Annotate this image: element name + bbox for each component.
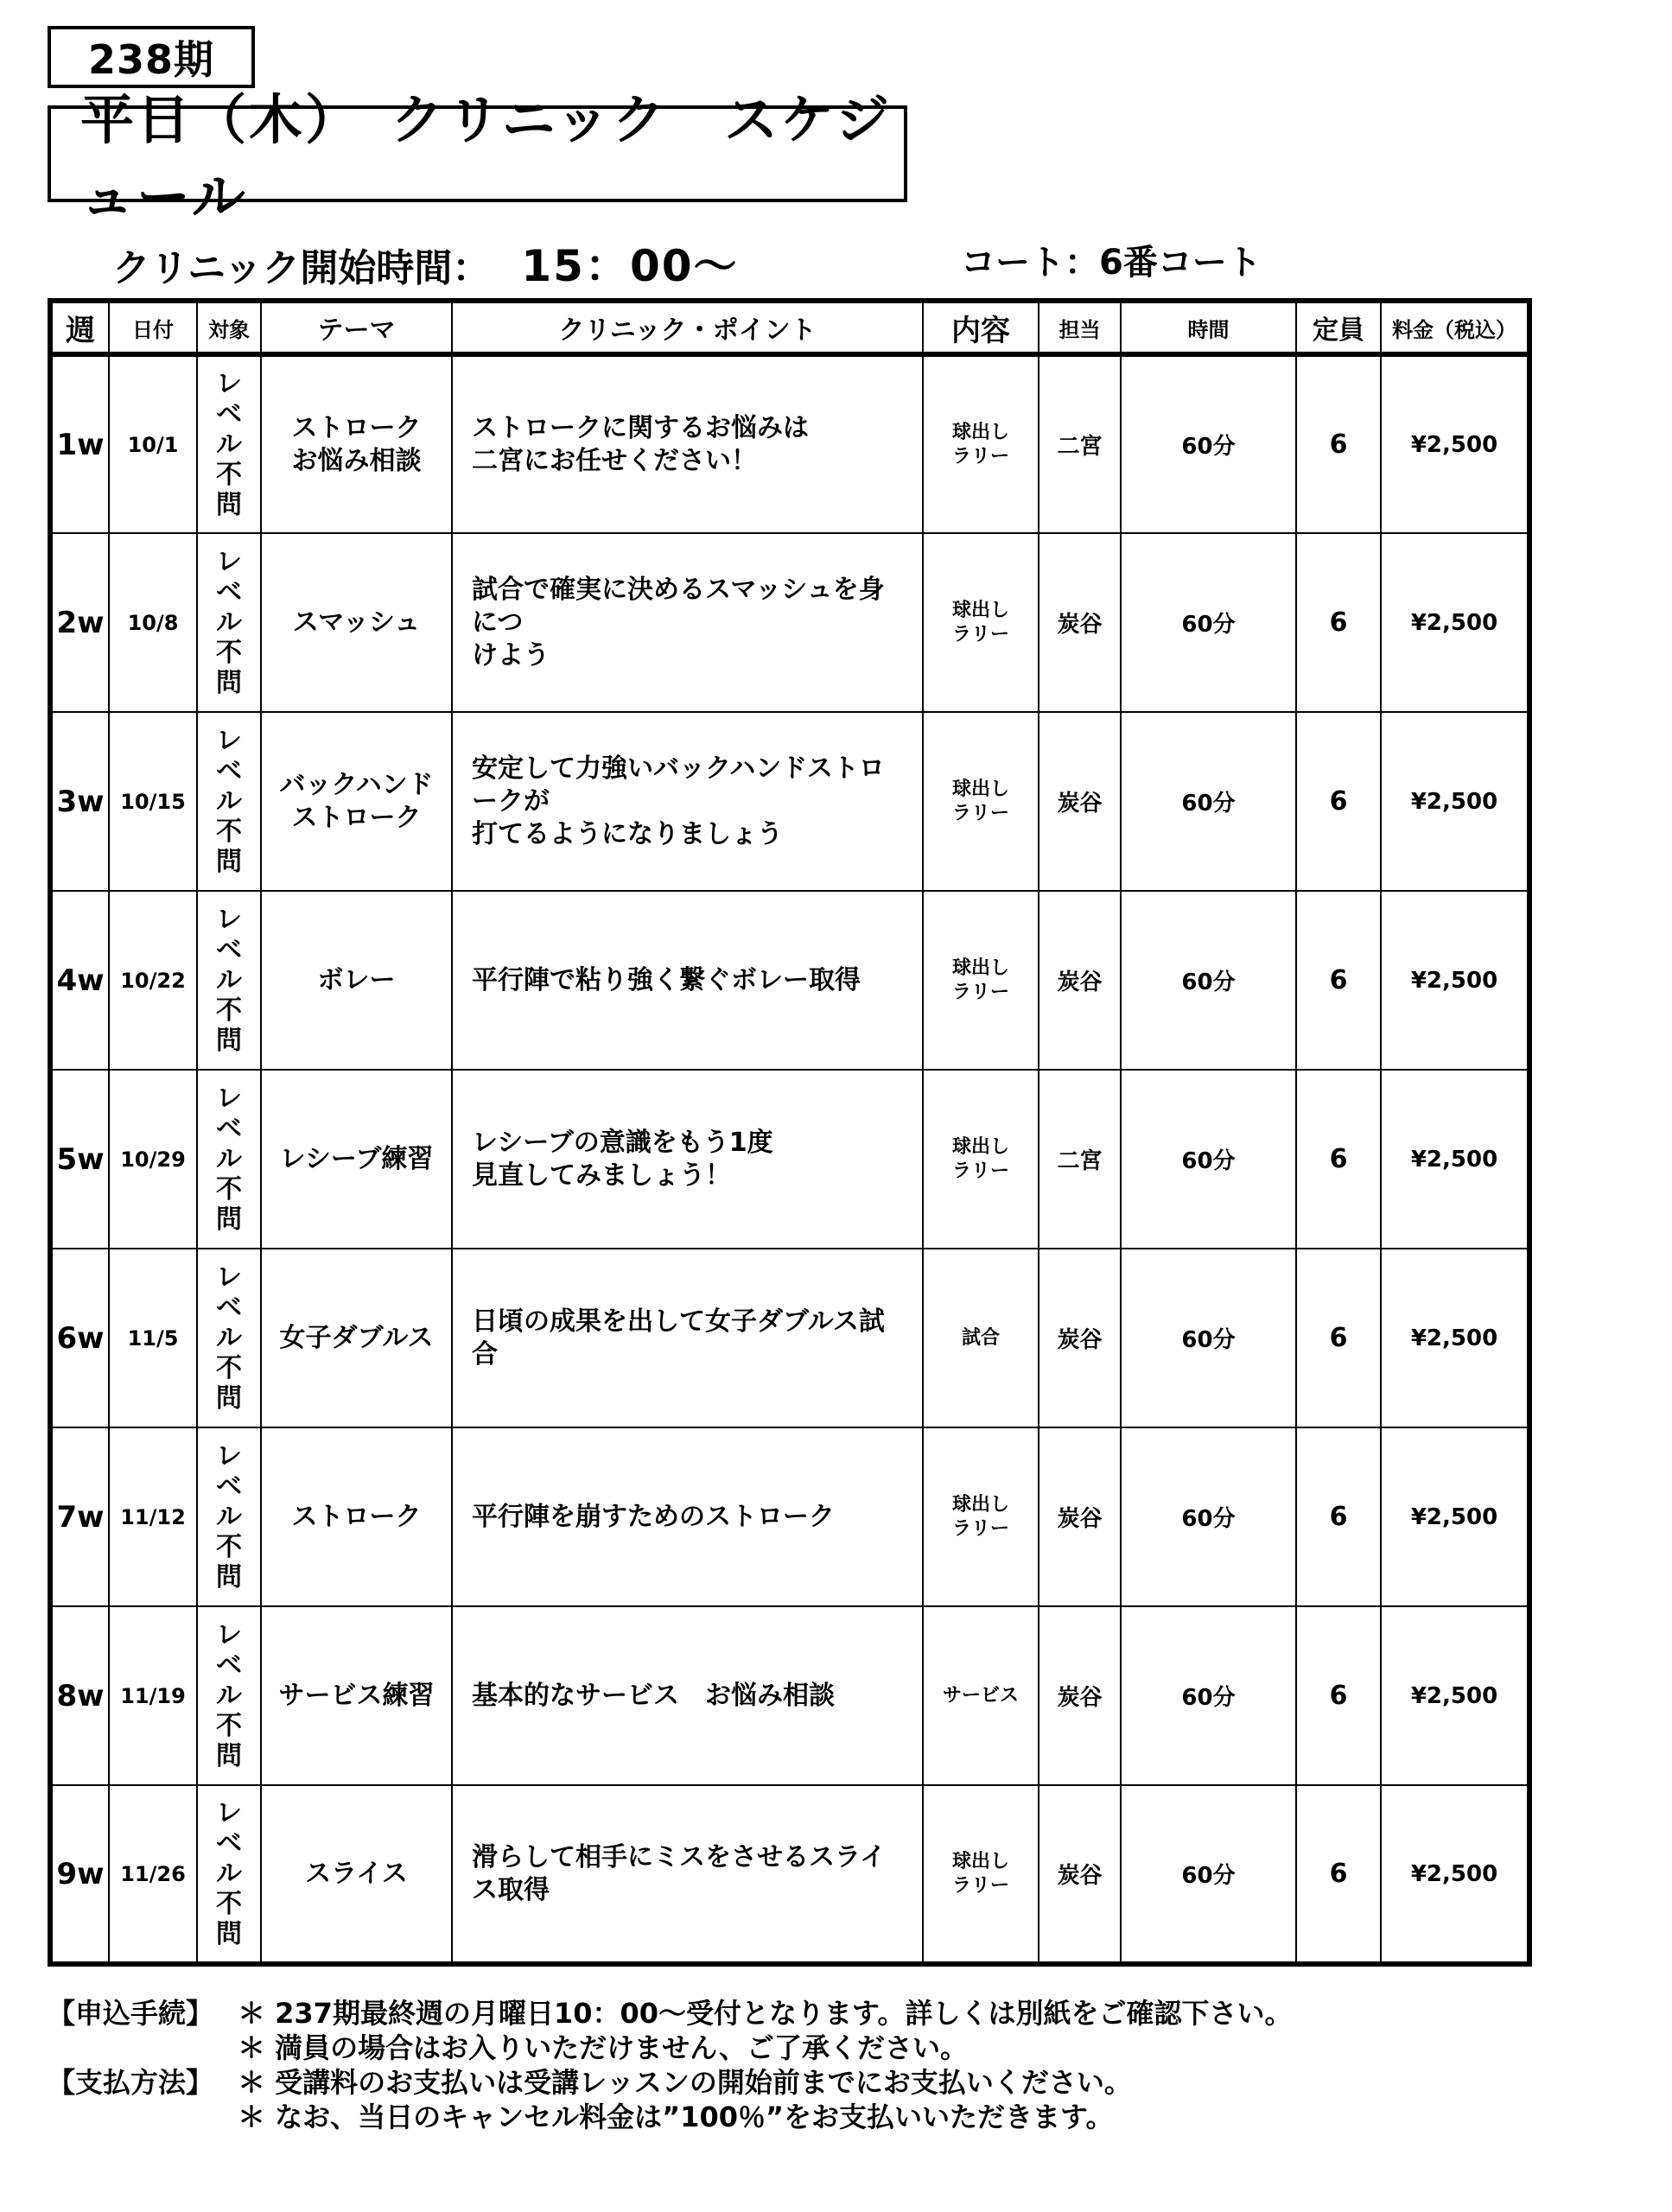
table-row (50, 354, 1529, 533)
cell-date: 10/1 (109, 354, 197, 533)
cell-point: レシーブの意識をもう1度 見直してみましょう！ (452, 1070, 923, 1249)
table-row (50, 1606, 1529, 1785)
col-header-date: 日付 (109, 301, 197, 354)
target-text: レベル不問 (216, 369, 242, 520)
cell-time: 60分 (1121, 1249, 1296, 1427)
cell-staff: 炭谷 (1039, 533, 1121, 712)
cell-date: 10/22 (109, 891, 197, 1070)
cell-capacity: 6 (1296, 1249, 1381, 1427)
cell-content: 球出し ラリー (923, 712, 1039, 891)
cell-fee: ¥2,500 (1381, 891, 1529, 1070)
target-text: レベル不問 (216, 1620, 242, 1771)
cell-week: 8w (50, 1606, 109, 1785)
col-header-point: クリニック・ポイント (452, 301, 923, 354)
start-time-label: クリニック開始時間： (112, 246, 491, 290)
cell-date: 10/29 (109, 1070, 197, 1249)
court-label: コート：6番コート (961, 243, 1262, 283)
cell-week: 2w (50, 533, 109, 712)
payment-label: 【支払方法】 (48, 2066, 214, 2099)
table-row (50, 891, 1529, 1070)
page-title: 平日（木） クリニック スケジュール (48, 105, 907, 202)
cell-target (197, 712, 261, 891)
cell-capacity: 6 (1296, 1606, 1381, 1785)
cell-theme: スライス (261, 1785, 452, 1964)
cell-week: 6w (50, 1249, 109, 1427)
cell-time: 60分 (1121, 1606, 1296, 1785)
cell-target (197, 1249, 261, 1427)
col-header-staff: 担当 (1039, 301, 1121, 354)
cell-target (197, 533, 261, 712)
col-header-target: 対象 (197, 301, 261, 354)
notes-section (48, 1996, 1603, 2134)
cell-point: ストロークに関するお悩みは 二宮にお任せください！ (452, 354, 923, 533)
cell-date: 10/8 (109, 533, 197, 712)
cell-week: 4w (50, 891, 109, 1070)
schedule-table (48, 298, 1532, 1967)
cell-target (197, 1070, 261, 1249)
cell-content: 球出し ラリー (923, 354, 1039, 533)
cell-week: 1w (50, 354, 109, 533)
target-text: レベル不問 (216, 1441, 242, 1592)
col-header-time: 時間 (1121, 301, 1296, 354)
target-text: レベル不問 (216, 1084, 242, 1235)
application-note-row (48, 1996, 1603, 2031)
cell-date: 11/26 (109, 1785, 197, 1964)
cell-fee: ¥2,500 (1381, 712, 1529, 891)
cell-date: 11/5 (109, 1249, 197, 1427)
cell-fee: ¥2,500 (1381, 1427, 1529, 1606)
cell-time: 60分 (1121, 1785, 1296, 1964)
cell-staff: 炭谷 (1039, 891, 1121, 1070)
cell-week: 9w (50, 1785, 109, 1964)
table-row (50, 533, 1529, 712)
cell-theme: サービス練習 (261, 1606, 452, 1785)
start-time-line (112, 232, 739, 291)
payment-note: ＊ 受講料のお支払いは受講レッスンの開始前までにお支払いください。 (238, 2066, 1132, 2099)
cell-theme: ストローク (261, 1427, 452, 1606)
cell-fee: ¥2,500 (1381, 354, 1529, 533)
table-header-row (50, 301, 1529, 354)
cell-capacity: 6 (1296, 712, 1381, 891)
col-header-capacity: 定員 (1296, 301, 1381, 354)
start-time-value: 15：00〜 (521, 241, 739, 291)
cell-capacity: 6 (1296, 533, 1381, 712)
col-header-content: 内容 (923, 301, 1039, 354)
cell-fee: ¥2,500 (1381, 1785, 1529, 1964)
table-row (50, 1427, 1529, 1606)
application-note-row (48, 2031, 1603, 2065)
cell-capacity: 6 (1296, 891, 1381, 1070)
cell-content: 球出し ラリー (923, 1785, 1039, 1964)
col-header-theme: テーマ (261, 301, 452, 354)
cell-theme: 女子ダブルス (261, 1249, 452, 1427)
cell-point: 基本的なサービス お悩み相談 (452, 1606, 923, 1785)
cell-time: 60分 (1121, 533, 1296, 712)
cell-time: 60分 (1121, 354, 1296, 533)
table-row (50, 1249, 1529, 1427)
cell-content: 球出し ラリー (923, 1427, 1039, 1606)
cell-time: 60分 (1121, 1427, 1296, 1606)
cell-fee: ¥2,500 (1381, 1249, 1529, 1427)
cell-target (197, 1785, 261, 1964)
target-text: レベル不問 (216, 547, 242, 698)
cell-theme: レシーブ練習 (261, 1070, 452, 1249)
target-text: レベル不問 (216, 905, 242, 1056)
cell-staff: 炭谷 (1039, 1606, 1121, 1785)
cell-capacity: 6 (1296, 1785, 1381, 1964)
cell-target (197, 1606, 261, 1785)
cell-fee: ¥2,500 (1381, 1606, 1529, 1785)
cell-week: 5w (50, 1070, 109, 1249)
cell-content: 球出し ラリー (923, 1070, 1039, 1249)
cell-week: 3w (50, 712, 109, 891)
table-row (50, 712, 1529, 891)
cell-date: 11/12 (109, 1427, 197, 1606)
cell-theme: ストローク お悩み相談 (261, 354, 452, 533)
cell-date: 10/15 (109, 712, 197, 891)
application-label: 【申込手続】 (48, 1997, 214, 2030)
cell-point: 滑らして相手にミスをさせるスライス取得 (452, 1785, 923, 1964)
cell-week: 7w (50, 1427, 109, 1606)
target-text: レベル不問 (216, 1798, 242, 1949)
cell-theme: ボレー (261, 891, 452, 1070)
table-row (50, 1070, 1529, 1249)
cell-target (197, 1427, 261, 1606)
payment-note-row (48, 2100, 1603, 2134)
cell-time: 60分 (1121, 891, 1296, 1070)
cell-point: 平行陣で粘り強く繋ぐボレー取得 (452, 891, 923, 1070)
payment-note-row (48, 2065, 1603, 2100)
cell-staff: 炭谷 (1039, 1427, 1121, 1606)
cell-point: 平行陣を崩すためのストローク (452, 1427, 923, 1606)
cell-content: 球出し ラリー (923, 533, 1039, 712)
cell-staff: 炭谷 (1039, 1249, 1121, 1427)
payment-note: ＊ なお、当日のキャンセル料金は”100％”をお支払いいただきます。 (238, 2101, 1114, 2133)
cell-theme: バックハンド ストローク (261, 712, 452, 891)
cell-fee: ¥2,500 (1381, 533, 1529, 712)
cell-staff: 炭谷 (1039, 712, 1121, 891)
cell-point: 日頃の成果を出して女子ダブルス試合 (452, 1249, 923, 1427)
cell-target (197, 354, 261, 533)
cell-content: サービス (923, 1606, 1039, 1785)
cell-target (197, 891, 261, 1070)
target-text: レベル不問 (216, 726, 242, 877)
cell-staff: 二宮 (1039, 354, 1121, 533)
cell-time: 60分 (1121, 712, 1296, 891)
col-header-week: 週 (50, 301, 109, 354)
cell-point: 安定して力強いバックハンドストロークが 打てるようになりましょう (452, 712, 923, 891)
cell-capacity: 6 (1296, 1070, 1381, 1249)
cell-theme: スマッシュ (261, 533, 452, 712)
cell-staff: 二宮 (1039, 1070, 1121, 1249)
cell-fee: ¥2,500 (1381, 1070, 1529, 1249)
cell-content: 球出し ラリー (923, 891, 1039, 1070)
cell-content: 試合 (923, 1249, 1039, 1427)
cell-capacity: 6 (1296, 354, 1381, 533)
application-note: ＊ 237期最終週の月曜日10：00〜受付となります。詳しくは別紙をご確認下さい。 (238, 1997, 1293, 2030)
cell-capacity: 6 (1296, 1427, 1381, 1606)
cell-point: 試合で確実に決めるスマッシュを身につ けよう (452, 533, 923, 712)
term-label: 238期 (48, 26, 255, 88)
table-row (50, 1785, 1529, 1964)
cell-time: 60分 (1121, 1070, 1296, 1249)
application-note: ＊ 満員の場合はお入りいただけません、ご了承ください。 (238, 2031, 969, 2064)
col-header-fee: 料金（税込） (1381, 301, 1529, 354)
cell-date: 11/19 (109, 1606, 197, 1785)
target-text: レベル不問 (216, 1262, 242, 1414)
cell-staff: 炭谷 (1039, 1785, 1121, 1964)
